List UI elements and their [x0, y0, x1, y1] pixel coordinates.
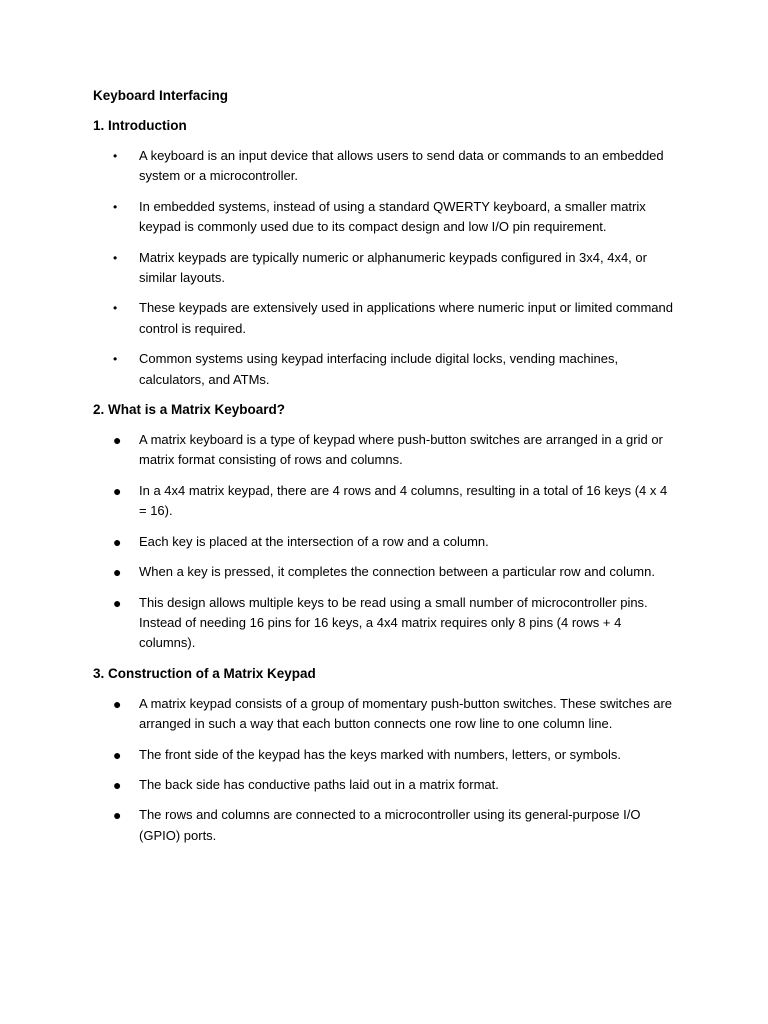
list-item-text: Each key is placed at the intersection of a row and a column.: [139, 533, 489, 549]
sections-container: [93, 116, 678, 846]
list-item: [93, 430, 678, 471]
list-item: [93, 349, 678, 390]
bullet-icon: ●: [113, 564, 122, 581]
bullet-icon: •: [113, 301, 118, 316]
list-item: [93, 146, 678, 187]
section-heading: 1. Introduction: [93, 118, 187, 133]
bullet-icon: •: [113, 352, 118, 367]
list-item: [93, 775, 678, 795]
section-heading: 3. Construction of a Matrix Keypad: [93, 665, 316, 681]
bullet-list: [93, 694, 678, 846]
bullet-list: [93, 430, 678, 654]
list-item: [93, 197, 678, 238]
list-item: [93, 481, 678, 522]
list-item-text: The back side has conductive paths laid out in a matrix format.: [139, 776, 499, 792]
list-item-text: Matrix keypads are typically numeric or alphanumeric keypads configured in 3x4, 4x4, or similar layouts.: [139, 249, 647, 286]
bullet-icon: ●: [113, 746, 122, 763]
list-item-text: The rows and columns are connected to a microcontroller using its general-purpose I/O (GPIO) ports.: [139, 807, 641, 843]
bullet-list: [93, 146, 678, 390]
list-item-text: This design allows multiple keys to be read using a small number of microcontroller pins. Instead of needing 16 pins for 16 keys, a 4x4 matrix requires only 8 pins (4 rows + 4 columns).: [139, 594, 648, 651]
document-body: [93, 86, 678, 856]
list-item: [93, 532, 678, 552]
section-heading: 2. What is a Matrix Keyboard?: [93, 402, 286, 418]
list-item: [93, 562, 678, 582]
list-item-text: A matrix keypad consists of a group of momentary push-button switches. These switches are arranged in such a way that each button connects one row line to one column line.: [139, 695, 673, 732]
list-item-text: In a 4x4 matrix keypad, there are 4 rows and 4 columns, resulting in a total of 16 keys (4 x 4 = 16).: [139, 482, 668, 519]
list-item-text: When a key is pressed, it completes the connection between a particular row and column.: [139, 564, 655, 580]
list-item-text: A matrix keyboard is a type of keypad where push-button switches are arranged in a grid or matrix format consisting of rows and columns.: [139, 432, 663, 468]
bullet-icon: •: [113, 250, 118, 265]
bullet-icon: ●: [113, 807, 122, 824]
bullet-icon: ●: [113, 482, 122, 499]
bullet-icon: ●: [113, 594, 122, 611]
list-item: [93, 694, 678, 735]
list-item-text: In embedded systems, instead of using a standard QWERTY keyboard, a smaller matrix keypad is commonly used due to its compact design and low I/O pin requirement.: [139, 198, 646, 235]
list-item-text: A keyboard is an input device that allows users to send data or commands to an embedded system or a microcontroller.: [139, 148, 664, 184]
list-item: [93, 805, 678, 846]
list-item-text: These keypads are extensively used in applications where numeric input or limited command control is required.: [139, 300, 673, 336]
bullet-icon: •: [113, 149, 118, 163]
list-item: [93, 298, 678, 339]
list-item: [93, 248, 678, 289]
list-item-text: Common systems using keypad interfacing include digital locks, vending machines, calculators, and ATMs.: [139, 351, 619, 387]
bullet-icon: ●: [113, 695, 122, 712]
bullet-icon: •: [113, 199, 118, 214]
list-item: [93, 593, 678, 654]
list-item-text: The front side of the keypad has the keys marked with numbers, letters, or symbols.: [139, 746, 621, 762]
document-title: Keyboard Interfacing: [93, 88, 229, 103]
bullet-icon: ●: [113, 776, 122, 793]
list-item: [93, 745, 678, 765]
bullet-icon: ●: [113, 432, 122, 449]
bullet-icon: ●: [113, 533, 122, 550]
